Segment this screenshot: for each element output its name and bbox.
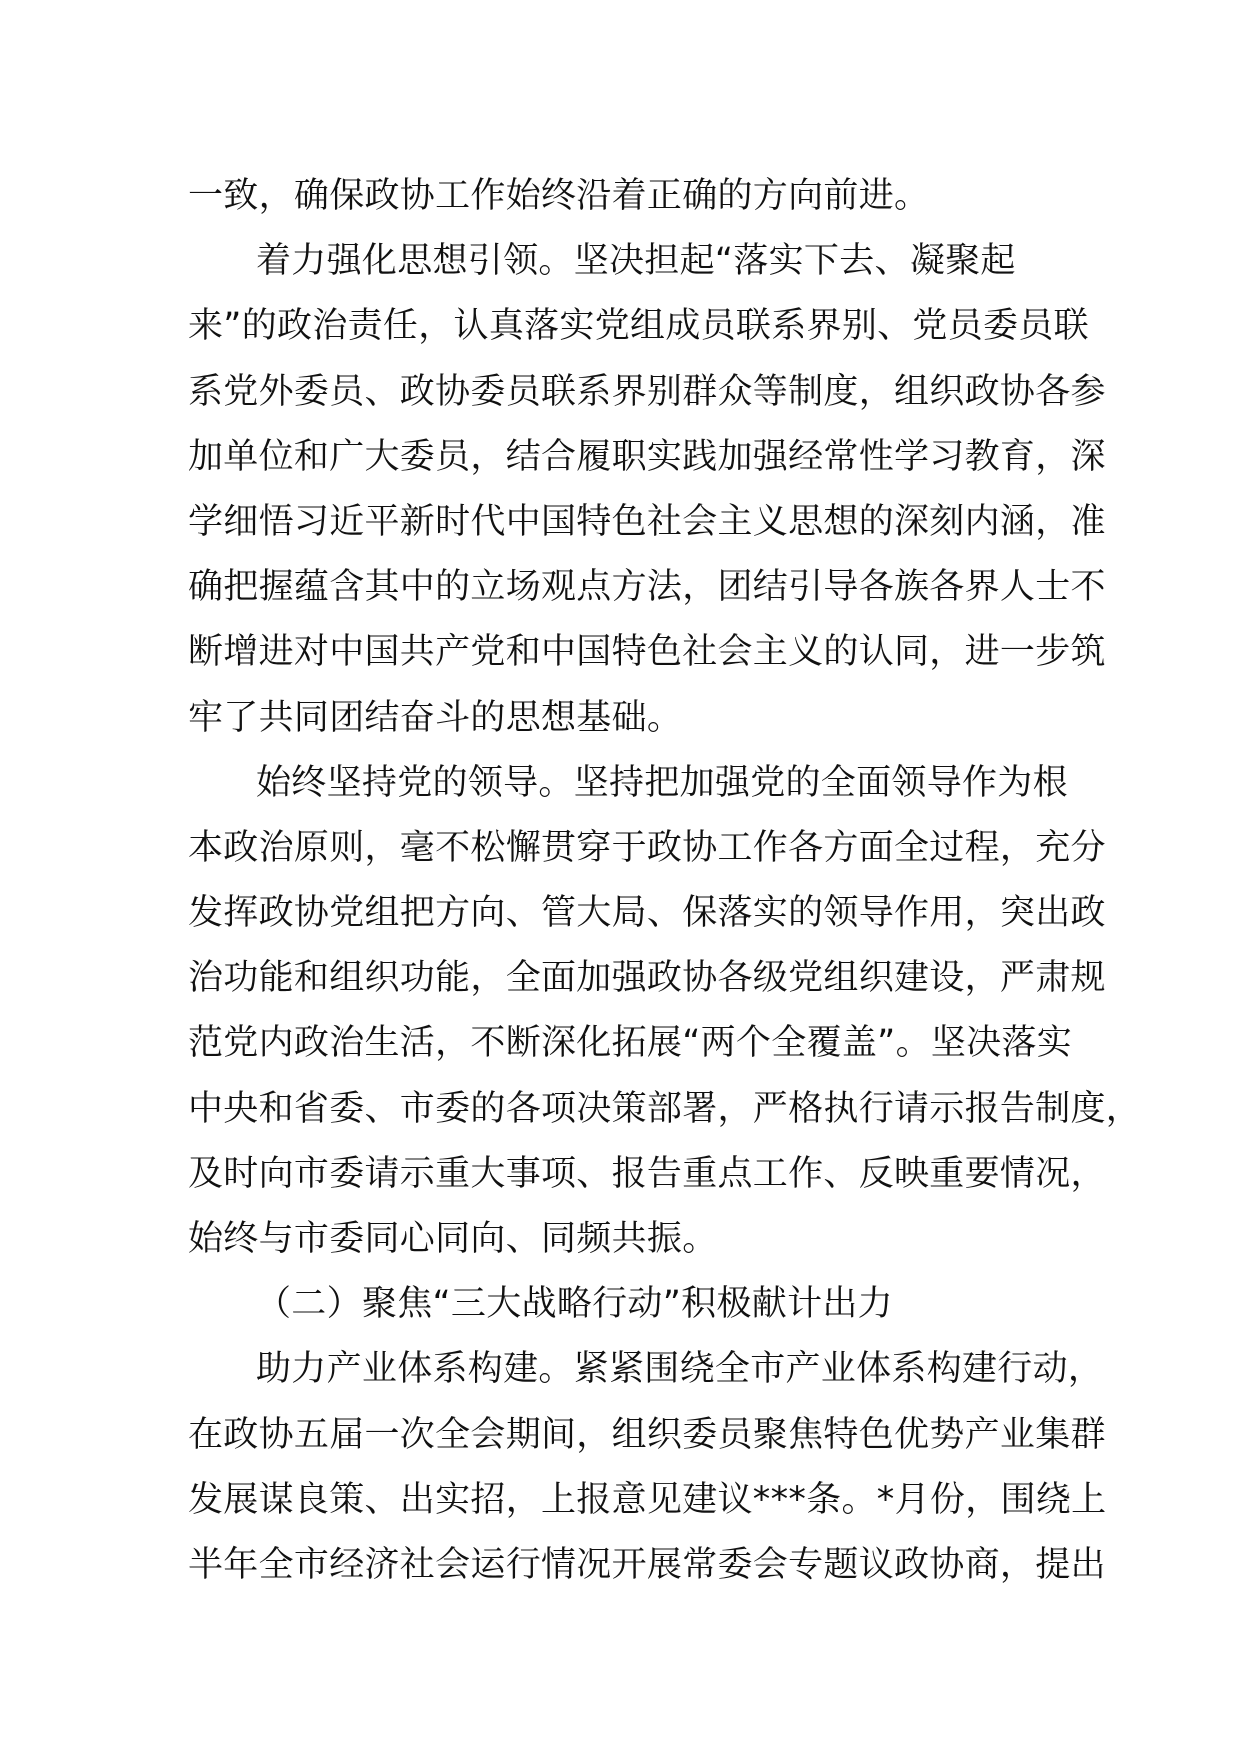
text-line: （二）聚焦“三大战略行动”积极献计出力 [256, 1284, 893, 1325]
text-line: 治功能和组织功能，全面加强政协各级党组织建设，严肃规 [188, 958, 1106, 999]
text-line: 一致，确保政协工作始终沿着正确的方向前进。 [188, 176, 930, 216]
text-line: 发展谋良策、出实招，上报意见建议***条。*月份，围绕上 [188, 1479, 1107, 1520]
text-line: 在政协五届一次全会期间，组织委员聚焦特色优势产业集群 [188, 1414, 1106, 1455]
text-line: 中央和省委、市委的各项决策部署，严格执行请示报告制度， [188, 1088, 1142, 1129]
text-line: 断增进对中国共产党和中国特色社会主义的认同，进一步筑 [188, 632, 1106, 673]
text-line: 系党外委员、政协委员联系界别群众等制度，组织政协各参 [188, 371, 1106, 412]
text-line: 加单位和广大委员，结合履职实践加强经常性学习教育，深 [188, 436, 1106, 477]
text-line: 始终坚持党的领导。坚持把加强党的全面领导作为根 [256, 762, 1068, 803]
text-line: 学细悟习近平新时代中国特色社会主义思想的深刻内涵，准 [188, 501, 1106, 542]
text-line: 本政治原则，毫不松懈贯穿于政协工作各方面全过程，充分 [188, 827, 1106, 868]
text-line: 始终与市委同心同向、同频共振。 [188, 1219, 718, 1259]
text-line: 助力产业体系构建。紧紧围绕全市产业体系构建行动， [256, 1349, 1104, 1390]
text-line: 发挥政协党组把方向、管大局、保落实的领导作用，突出政 [188, 893, 1106, 934]
text-line: 确把握蕴含其中的立场观点方法，团结引导各族各界人士不 [188, 567, 1106, 608]
text-line: 来”的政治责任，认真落实党组成员联系界别、党员委员联 [188, 306, 1089, 347]
text-line: 着力强化思想引领。坚决担起“落实下去、凝聚起 [256, 241, 1016, 282]
document-body [188, 164, 1142, 1598]
text-line: 牢了共同团结奋斗的思想基础。 [188, 697, 683, 738]
text-line: 及时向市委请示重大事项、报告重点工作、反映重要情况， [188, 1153, 1106, 1194]
text-line: 范党内政治生活，不断深化拓展“两个全覆盖”。坚决落实 [188, 1023, 1073, 1064]
text-line: 半年全市经济社会运行情况开展常委会专题议政协商，提出 [188, 1544, 1106, 1585]
